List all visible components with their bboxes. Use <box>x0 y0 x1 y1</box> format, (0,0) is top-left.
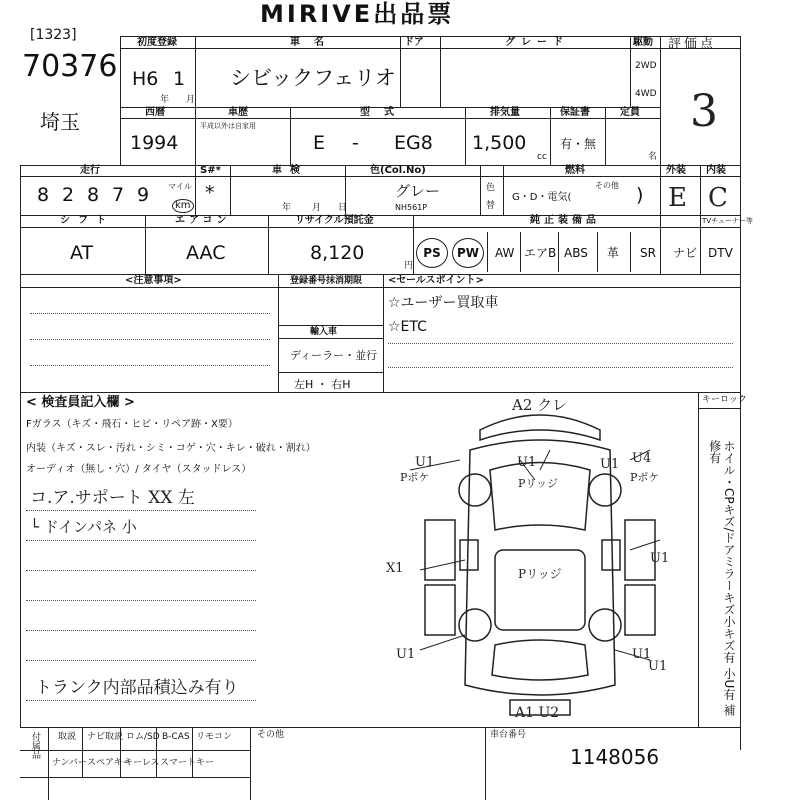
drive-label: 駆動 <box>633 37 653 48</box>
equipment-dtv: DTV <box>708 246 733 260</box>
prefecture: 埼玉 <box>40 110 80 134</box>
equipment-navi: ナビ <box>673 246 698 260</box>
import-type: ディーラー・並行 <box>290 349 378 362</box>
diagram-mark: U1 <box>396 647 416 662</box>
accessory-item: ロム/SD <box>126 732 160 742</box>
audio-line: オーディオ（無し・穴）/ タイヤ（スタッドレス） <box>26 464 252 475</box>
drive-2wd: 2WD <box>635 61 657 71</box>
equipment-leather: 革 <box>607 246 620 260</box>
equipment-airbag: エアB <box>524 246 557 260</box>
ac: AAC <box>186 242 226 264</box>
ac-label: エアコン <box>175 215 231 226</box>
shift: AT <box>70 242 94 264</box>
model-code: EG8 <box>394 132 433 154</box>
drive-4wd: 4WD <box>635 89 657 99</box>
exterior-grade: E <box>668 183 687 213</box>
tv-tuner-label: TVチューナー等 <box>702 217 753 225</box>
car-name: シビックフェリオ <box>230 66 396 90</box>
history-note: 平成以外は自家用 <box>200 122 256 130</box>
mileage-digit: 9 <box>137 184 150 206</box>
diagram-mark: Pリッジ <box>518 477 558 490</box>
cc-unit: cc <box>537 152 547 162</box>
accessories-label: 付属品 <box>30 732 40 759</box>
exterior-label: 外装 <box>666 165 686 176</box>
color-label: 色(Col.No) <box>370 165 426 176</box>
recycle-label: リサイクル預託金 <box>295 215 374 226</box>
diagram-mark: X1 <box>386 561 404 576</box>
diagram-mark: U1 <box>632 647 652 662</box>
shaken-day: 日 <box>338 203 348 213</box>
caution-label: <注意事項> <box>125 275 182 286</box>
diagram-mark: U1 <box>415 455 435 470</box>
sheet-title: MIRIVE出品票 <box>260 0 455 28</box>
accessory-item: ナビ取説 <box>87 732 124 742</box>
equipment-pw: PW <box>452 238 484 268</box>
sharp-label: S#* <box>200 165 221 176</box>
hand-note: └ ドインパネ 小 <box>30 518 137 536</box>
car-name-label: 車名 <box>290 37 338 48</box>
yen-unit: 円 <box>404 261 414 271</box>
mile-unit: マイル <box>168 182 192 191</box>
capacity-unit: 名 <box>648 152 658 162</box>
sales-point: ☆ユーザー買取車 <box>388 295 499 311</box>
diagram-mark: U1 <box>648 659 668 674</box>
model-dash: - <box>352 132 359 154</box>
displacement-label: 排気量 <box>490 107 520 118</box>
equipment-ps: PS <box>416 238 448 268</box>
accessory-item: リモコン <box>196 732 233 742</box>
capacity-label: 定員 <box>620 107 640 118</box>
equipment-sr: SR <box>640 246 656 260</box>
equipment-label: 純正装備品 <box>530 215 600 226</box>
accessory-item: B-CAS <box>162 732 190 742</box>
diagram-mark: A2 クレ <box>512 396 568 414</box>
shaken-month: 月 <box>312 203 322 213</box>
model-year: 1994 <box>130 132 179 154</box>
other-label: その他 <box>257 730 285 740</box>
mileage-digit: 8 <box>37 184 50 206</box>
hand-note: トランク内部品積込み有り <box>35 678 239 698</box>
km-unit: km <box>172 199 194 213</box>
inspector-label: < 検査員記入欄 > <box>26 395 135 410</box>
color: グレー <box>395 182 441 200</box>
glass-line: Fガラス（キズ・飛石・ヒビ・リペア跡・X要） <box>26 419 238 430</box>
lot-number: 70376 <box>22 49 118 84</box>
sales-point: ☆ETC <box>388 319 427 335</box>
shift-label: シフト <box>60 215 114 226</box>
diagram-mark: U4 <box>632 451 652 466</box>
year-label: 西暦 <box>145 107 165 118</box>
car-diagram <box>390 396 690 720</box>
recycle-fee: 8,120 <box>310 242 365 264</box>
accessory-item: キーレス <box>124 758 160 768</box>
warranty: 有・無 <box>560 137 597 151</box>
keylock-label: キーロック <box>702 395 747 405</box>
score-label: 評価点 <box>668 37 717 52</box>
plate-expiry-label: 登録番号抹消期限 <box>290 276 363 286</box>
chassis-number: 1148056 <box>570 745 660 769</box>
sales-label: <セールスポイント> <box>388 275 484 286</box>
score-value: 3 <box>690 86 718 137</box>
color-change-2: 替 <box>486 201 496 211</box>
history-label: 車歴 <box>228 107 248 118</box>
diagram-mark: U1 <box>600 457 620 472</box>
interior-grade: C <box>708 183 728 213</box>
displacement: 1,500 <box>472 132 527 154</box>
grade-label: グレード <box>505 37 569 48</box>
color-code: NH561P <box>395 203 428 212</box>
interior-label: 内装 <box>706 165 726 176</box>
mileage-label: 走行 <box>80 165 100 176</box>
fuel-close: ) <box>636 184 644 206</box>
first-reg-label: 初度登録 <box>137 37 177 48</box>
color-change-1: 色 <box>486 183 496 193</box>
chassis-label: 車台番号 <box>490 730 527 740</box>
fuel: G・D・電気( <box>512 192 572 203</box>
model-prefix: E <box>313 132 326 154</box>
diagram-mark: U1 <box>650 551 670 566</box>
accessory-item: ナンバー <box>52 758 87 768</box>
fuel-label: 燃料 <box>565 165 585 176</box>
accessory-item: スペアキー <box>87 758 132 768</box>
accessory-item: スマートキー <box>160 758 214 768</box>
era-year: H6 <box>132 68 159 90</box>
equipment-aw: AW <box>495 246 515 260</box>
diagram-mark: Pポケ <box>630 471 660 484</box>
month-unit: 月 <box>186 95 196 105</box>
shaken-year: 年 <box>282 203 292 213</box>
diagram-mark: A1 U2 <box>515 705 560 721</box>
mileage-digit: 8 <box>87 184 100 206</box>
diagram-mark: Pリッジ <box>518 567 562 581</box>
interior-line: 内装（キズ・スレ・汚れ・シミ・コゲ・穴・キレ・破れ・割れ） <box>26 443 316 454</box>
fuel-other: その他 <box>595 181 619 190</box>
mileage-digit: 7 <box>112 184 125 206</box>
accessory-item: 取説 <box>58 732 77 742</box>
lot-code: [1323] <box>30 27 77 43</box>
steering: 左H ・ 右H <box>294 378 351 391</box>
asterisk: * <box>205 182 215 204</box>
year-unit: 年 <box>160 95 170 105</box>
equipment-abs: ABS <box>564 246 588 260</box>
import-label: 輸入車 <box>310 327 338 337</box>
diagram-mark: U1 <box>517 455 537 470</box>
mileage-digit: 2 <box>62 184 75 206</box>
door-label: ドア <box>404 37 424 48</box>
side-note: ホイル・CPキズ/ドアミラーキズ小キズ有 小U有 補修有 <box>707 440 736 717</box>
shaken-label: 車検 <box>272 165 308 176</box>
model-label: 型式 <box>360 107 408 118</box>
diagram-mark: Pポケ <box>400 471 430 484</box>
reg-month: 1 <box>173 68 186 90</box>
warranty-label: 保証書 <box>560 107 590 118</box>
hand-note: コ.ア.サポート XX 左 <box>30 488 195 508</box>
